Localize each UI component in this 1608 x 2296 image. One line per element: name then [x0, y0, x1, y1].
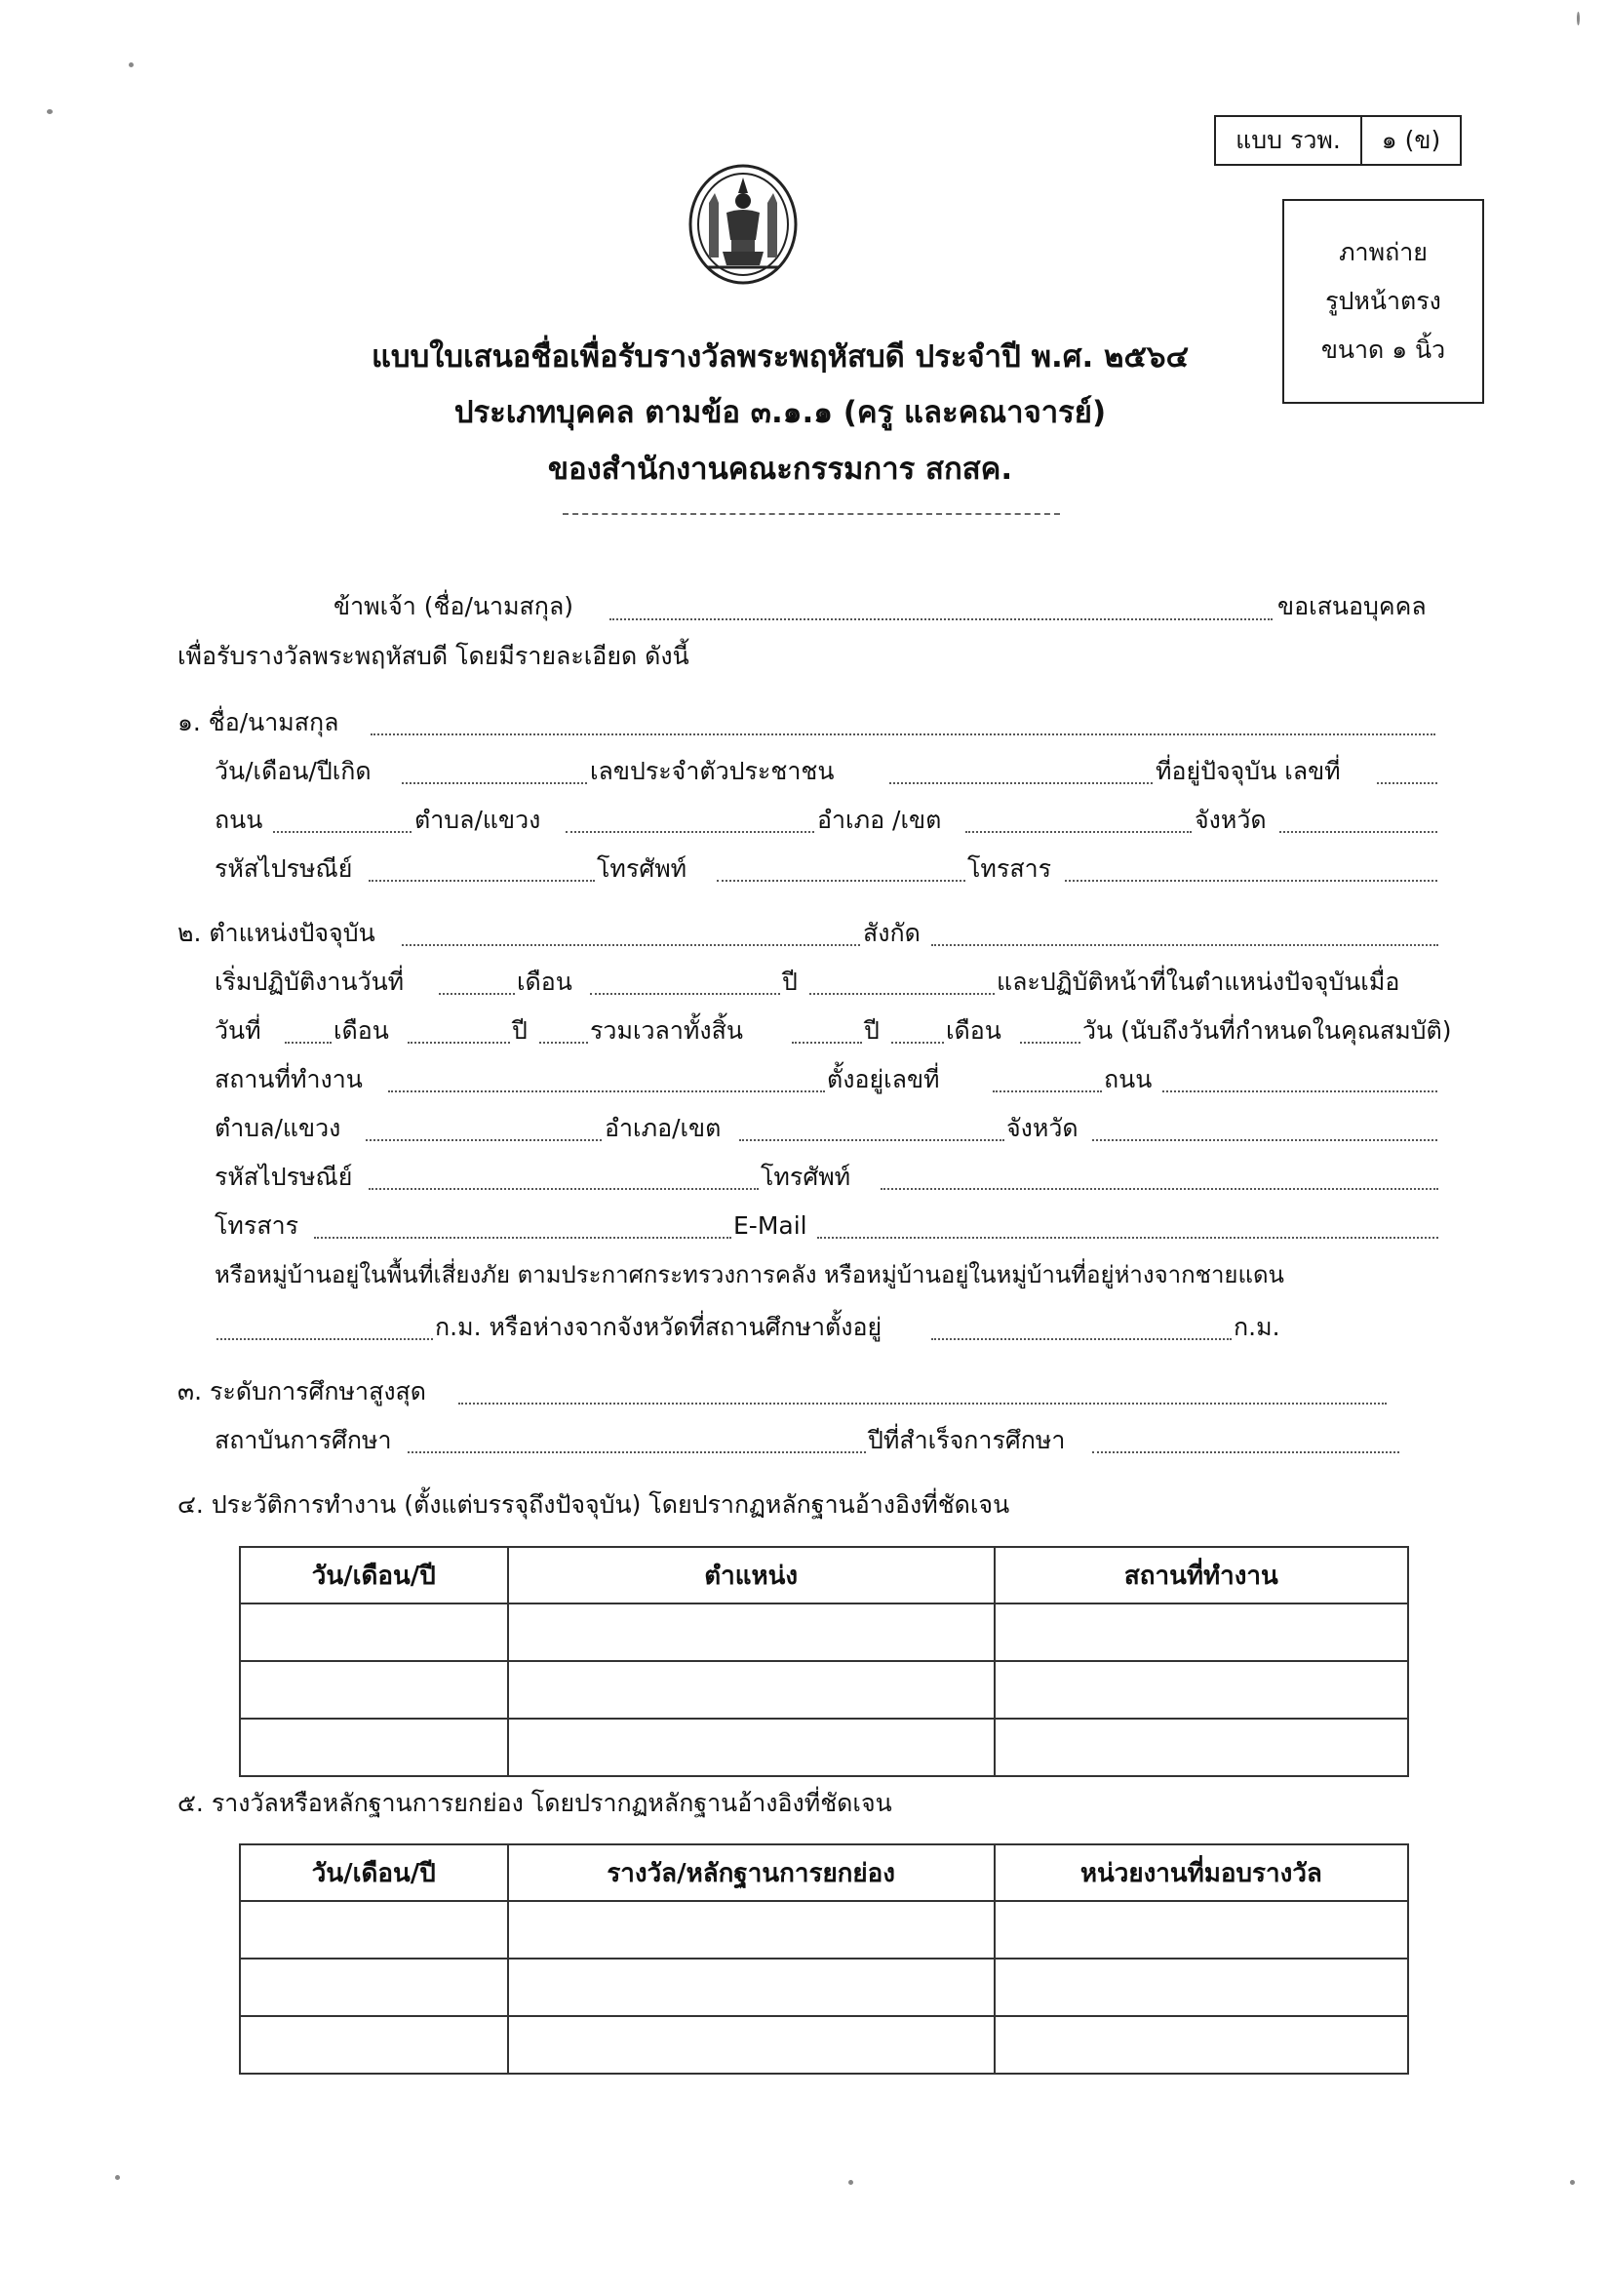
table-cell[interactable]	[240, 1719, 508, 1776]
s2-phone-label: โทรศัพท์	[761, 1163, 851, 1191]
s1-province-label: จังหวัด	[1195, 806, 1267, 834]
s2-month-field[interactable]	[590, 993, 780, 995]
s2-email-label: E-Mail	[733, 1211, 807, 1240]
s3-institution-label: สถาบันการศึกษา	[215, 1426, 392, 1454]
table-cell[interactable]	[995, 1901, 1408, 1959]
s2-affiliation-label: สังกัด	[863, 919, 921, 947]
form-code-label: แบบ รวพ.	[1216, 117, 1362, 164]
s3-institution-field[interactable]	[408, 1451, 866, 1453]
s2-postcode-label: รหัสไปรษณีย์	[215, 1163, 353, 1191]
emblem-seal-icon	[687, 164, 800, 286]
s2-road-field[interactable]	[1162, 1090, 1437, 1092]
s1-address-field[interactable]	[1377, 782, 1437, 784]
table-row	[240, 1959, 1408, 2016]
col-header-award: รางวัล/หลักฐานการยกย่อง	[508, 1844, 995, 1901]
col-header-workplace: สถานที่ทำงาน	[995, 1547, 1408, 1603]
s2-province-km-field[interactable]	[931, 1338, 1232, 1340]
table-cell[interactable]	[508, 1959, 995, 2016]
table-cell[interactable]	[508, 1901, 995, 1959]
s2-affiliation-field[interactable]	[931, 944, 1438, 946]
s2-province-field[interactable]	[1092, 1139, 1437, 1141]
s1-subdistrict-field[interactable]	[566, 831, 814, 833]
s3-grad-year-label: ปีที่สำเร็จการศึกษา	[868, 1426, 1066, 1454]
s2-year2-label: ปี	[512, 1016, 528, 1045]
s2-day-label: วันที่	[215, 1016, 261, 1045]
s1-road-label: ถนน	[215, 806, 263, 834]
s2-postcode-field[interactable]	[369, 1188, 759, 1190]
s1-district-label: อำเภอ /เขต	[817, 806, 942, 834]
s2-km2-label: ก.ม.	[1234, 1313, 1280, 1341]
s2-subdistrict-field[interactable]	[366, 1139, 602, 1141]
scan-speck	[47, 109, 53, 114]
s1-id-label: เลขประจำตัวประชาชน	[590, 757, 835, 785]
table-cell[interactable]	[240, 1959, 508, 2016]
s3-education-field[interactable]	[458, 1403, 1387, 1405]
work-history-table	[239, 1546, 1409, 1777]
table-cell[interactable]	[995, 2016, 1408, 2074]
s2-position-label: ๒. ตำแหน่งปัจจุบัน	[177, 919, 375, 947]
table-cell[interactable]	[240, 1901, 508, 1959]
s2-year-field[interactable]	[809, 993, 995, 995]
table-cell[interactable]	[508, 1603, 995, 1661]
table-row	[240, 1901, 1408, 1959]
s1-id-field[interactable]	[889, 782, 1153, 784]
table-cell[interactable]	[240, 1661, 508, 1719]
s1-name-label: ๑. ชื่อ/นามสกุล	[177, 708, 339, 736]
s2-year2-field[interactable]	[539, 1042, 588, 1044]
s2-located-field[interactable]	[993, 1090, 1102, 1092]
s2-total-months-field[interactable]	[891, 1042, 944, 1044]
s2-subdistrict-label: ตำบล/แขวง	[215, 1114, 341, 1142]
s3-education-label: ๓. ระดับการศึกษาสูงสุด	[177, 1377, 427, 1405]
table-cell[interactable]	[240, 2016, 508, 2074]
col-header-agency: หน่วยงานที่มอบรางวัล	[995, 1844, 1408, 1901]
s1-province-field[interactable]	[1279, 831, 1437, 833]
s1-address-label: ที่อยู่ปัจจุบัน เลขที่	[1156, 757, 1341, 785]
s2-border-km-field[interactable]	[216, 1338, 433, 1340]
photo-box-line3: ขนาด ๑ นิ้ว	[1320, 336, 1446, 364]
purpose-text: เพื่อรับรางวัลพระพฤหัสบดี โดยมีรายละเอียด ดังนี้	[177, 642, 689, 670]
title-divider	[563, 513, 1060, 515]
photo-box-line2: รูปหน้าตรง	[1325, 287, 1441, 315]
scan-speck	[1577, 12, 1580, 25]
s2-total-years-field[interactable]	[792, 1042, 862, 1044]
s1-fax-label: โทรสาร	[967, 854, 1052, 883]
scan-speck	[1570, 2180, 1575, 2185]
table-row	[240, 1603, 1408, 1661]
photo-box-line1: ภาพถ่าย	[1339, 238, 1428, 266]
s1-phone-field[interactable]	[717, 880, 965, 882]
s5-heading: ๕. รางวัลหรือหลักฐานการยกย่อง โดยปรากฏหลักฐานอ้างอิงที่ชัดเจน	[177, 1789, 892, 1817]
table-row	[240, 1719, 1408, 1776]
s1-fax-field[interactable]	[1065, 880, 1437, 882]
form-code-box	[1214, 115, 1462, 166]
s2-workplace-label: สถานที่ทำงาน	[215, 1065, 363, 1093]
s1-road-field[interactable]	[273, 831, 412, 833]
s2-road-label: ถนน	[1104, 1065, 1153, 1093]
form-title: แบบใบเสนอชื่อเพื่อรับรางวัลพระพฤหัสบดี ประจำปี พ.ศ. ๒๕๖๔	[371, 339, 1190, 375]
s2-month-label: เดือน	[517, 968, 572, 996]
s2-district-label: อำเภอ/เขต	[605, 1114, 722, 1142]
table-header-row	[240, 1547, 1408, 1603]
col-header-date: วัน/เดือน/ปี	[240, 1547, 508, 1603]
s2-km1-label: ก.ม. หรือห่างจากจังหวัดที่สถานศึกษาตั้งอยู่	[435, 1313, 882, 1341]
form-organization: ของสำนักงานคณะกรรมการ สกสค.	[547, 452, 1013, 487]
table-cell[interactable]	[995, 1661, 1408, 1719]
table-cell[interactable]	[508, 2016, 995, 2074]
s2-phone-field[interactable]	[881, 1188, 1438, 1190]
s2-position-field[interactable]	[402, 944, 860, 946]
s1-birth-field[interactable]	[402, 782, 587, 784]
scan-speck	[115, 2175, 120, 2180]
propose-label: ขอเสนอบุคคล	[1277, 592, 1427, 620]
s2-risk-area-text: หรือหมู่บ้านอยู่ในพื้นที่เสี่ยงภัย ตามประกาศกระทรวงการคลัง หรือหมู่บ้านอยู่ในหมู่บ้านที่อยู่ห่างจากชายแดน	[215, 1261, 1284, 1288]
scan-speck	[848, 2180, 853, 2185]
s1-phone-label: โทรศัพท์	[597, 854, 687, 883]
form-subtitle: ประเภทบุคคล ตามข้อ ๓.๑.๑ (ครู และคณาจารย์)	[453, 395, 1107, 430]
s2-fax-field[interactable]	[314, 1237, 731, 1239]
s2-total-label: รวมเวลาทั้งสิ้น	[590, 1016, 743, 1045]
s2-located-label: ตั้งอยู่เลขที่	[827, 1065, 940, 1093]
table-cell[interactable]	[508, 1719, 995, 1776]
table-header-row	[240, 1844, 1408, 1901]
s2-days-note: วัน (นับถึงวันที่กำหนดในคุณสมบัติ)	[1082, 1016, 1452, 1045]
s2-month3-label: เดือน	[946, 1016, 1001, 1045]
s2-month2-label: เดือน	[333, 1016, 389, 1045]
table-cell[interactable]	[508, 1661, 995, 1719]
s2-month2-field[interactable]	[408, 1042, 510, 1044]
s2-email-field[interactable]	[817, 1237, 1438, 1239]
s2-district-field[interactable]	[739, 1139, 1004, 1141]
s3-grad-year-field[interactable]	[1092, 1451, 1399, 1453]
col-header-date: วัน/เดือน/ปี	[240, 1844, 508, 1901]
s1-birth-label: วัน/เดือน/ปีเกิด	[215, 757, 372, 785]
s2-year3-label: ปี	[864, 1016, 880, 1045]
nominator-label: ข้าพเจ้า (ชื่อ/นามสกุล)	[333, 592, 574, 620]
s1-postcode-field[interactable]	[369, 880, 595, 882]
table-cell[interactable]	[995, 1959, 1408, 2016]
s2-start-day-label: เริ่มปฏิบัติงานวันที่	[215, 968, 405, 996]
s2-fax-label: โทรสาร	[215, 1211, 299, 1240]
table-cell[interactable]	[995, 1603, 1408, 1661]
s1-subdistrict-label: ตำบล/แขวง	[414, 806, 541, 834]
s1-district-field[interactable]	[965, 831, 1192, 833]
table-row	[240, 2016, 1408, 2074]
col-header-position: ตำแหน่ง	[508, 1547, 995, 1603]
nominator-field[interactable]	[609, 618, 1273, 620]
s2-duty-label: และปฏิบัติหน้าที่ในตำแหน่งปัจจุบันเมื่อ	[997, 968, 1400, 996]
s1-name-field[interactable]	[371, 733, 1435, 735]
scan-speck	[129, 62, 134, 67]
s2-year-label: ปี	[782, 968, 798, 996]
s2-workplace-field[interactable]	[388, 1090, 825, 1092]
table-cell[interactable]	[995, 1719, 1408, 1776]
s4-heading: ๔. ประวัติการทำงาน (ตั้งแต่บรรจุถึงปัจจุบัน) โดยปรากฏหลักฐานอ้างอิงที่ชัดเจน	[177, 1490, 1010, 1519]
s1-postcode-label: รหัสไปรษณีย์	[215, 854, 353, 883]
table-row	[240, 1661, 1408, 1719]
s2-province-label: จังหวัด	[1006, 1114, 1079, 1142]
table-cell[interactable]	[240, 1603, 508, 1661]
form-code-number: ๑ (ข)	[1381, 126, 1441, 154]
s2-total-days-field[interactable]	[1020, 1042, 1080, 1044]
awards-table	[239, 1843, 1409, 2075]
s2-day-field[interactable]	[285, 1042, 332, 1044]
s2-start-day-field[interactable]	[439, 993, 515, 995]
